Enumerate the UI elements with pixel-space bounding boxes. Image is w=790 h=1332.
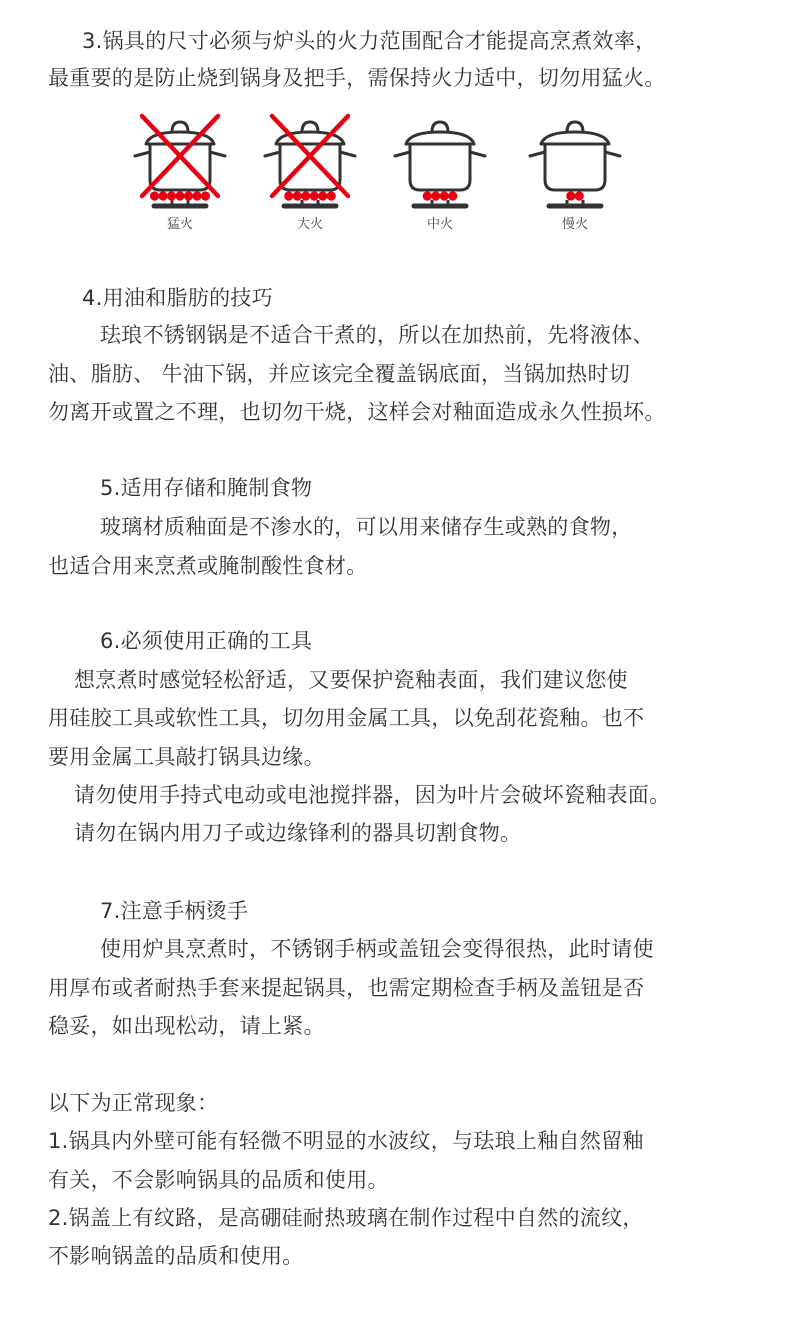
flame-dot xyxy=(301,191,310,200)
flame-dot xyxy=(201,191,210,200)
left-handle xyxy=(265,152,280,156)
flame-dot xyxy=(440,191,449,200)
flame-dot xyxy=(448,191,457,200)
flame-dot xyxy=(431,191,440,200)
section7-line-3: 稳妥，如出现松动，请上紧。 xyxy=(48,1014,325,1038)
pot-high-flame-icon xyxy=(120,110,240,240)
section5-title: 5.适用存储和腌制食物 xyxy=(100,476,313,500)
left-handle xyxy=(135,152,150,156)
section6-line-5: 请勿在锅内用刀子或边缘锋利的器具切割食物。 xyxy=(74,821,522,845)
heat-label-strong: 大火 xyxy=(296,217,323,232)
section7-line-1: 使用炉具烹煮时，不锈钢手柄或盖钮会变得很热，此时请使 xyxy=(100,937,654,961)
flame-dot xyxy=(184,191,193,200)
pot-graphic xyxy=(120,110,240,216)
section4-line-2: 油、脂肪、 牛油下锅，并应该完全覆盖锅底面，当锅加热时切 xyxy=(48,362,631,386)
normal-line-3: 2.锅盖上有纹路，是高硼硅耐热玻璃在制作过程中自然的流纹， xyxy=(48,1206,644,1230)
normal-line-4: 不影响锅盖的品质和使用。 xyxy=(48,1244,304,1268)
heat-label-high: 猛火 xyxy=(166,217,193,232)
right-handle xyxy=(605,152,620,156)
flame-dot xyxy=(158,191,167,200)
pot-medium-flame-icon xyxy=(380,110,500,240)
lid xyxy=(541,132,609,144)
left-handle xyxy=(395,152,410,156)
heat-label-low: 慢火 xyxy=(561,217,588,232)
heat-label-medium: 中火 xyxy=(426,217,453,232)
section6-line-2: 用硅胶工具或软性工具，切勿用金属工具，以免刮花瓷釉。也不 xyxy=(48,706,645,730)
flame-dot xyxy=(175,191,184,200)
normal-line-2: 有关，不会影响锅具的品质和使用。 xyxy=(48,1168,389,1192)
normal-title: 以下为正常现象： xyxy=(48,1091,219,1115)
flame-dot xyxy=(284,191,293,200)
pot-body xyxy=(150,146,210,190)
section6-line-1: 想烹煮时感觉轻松舒适，又要保护瓷釉表面，我们建议您使 xyxy=(74,668,628,692)
section4-line-3: 勿离开或置之不理，也切勿干烧，这样会对釉面造成永久性损坏。 xyxy=(48,400,666,424)
section6-line-4: 请勿使用手持式电动或电池搅拌器，因为叶片会破坏瓷釉表面。 xyxy=(74,783,671,807)
flame-dot xyxy=(293,191,302,200)
flame-dot xyxy=(423,191,432,200)
right-handle xyxy=(210,152,225,156)
pot-body xyxy=(410,146,470,190)
right-handle xyxy=(340,152,355,156)
pot-graphic xyxy=(380,110,500,216)
section6-line-3: 要用金属工具敲打锅具边缘。 xyxy=(48,745,325,769)
flame-dot xyxy=(318,191,327,200)
left-handle xyxy=(530,152,545,156)
pot-graphic xyxy=(515,110,635,216)
right-handle xyxy=(470,152,485,156)
section5-line-2: 也适合用来烹煮或腌制酸性食材。 xyxy=(48,554,368,578)
section5-line-1: 玻璃材质釉面是不渗水的，可以用来储存生或熟的食物， xyxy=(100,515,633,539)
flame-dot xyxy=(150,191,159,200)
flame-dot xyxy=(310,191,319,200)
pot-body xyxy=(280,146,340,190)
pot-body xyxy=(545,146,605,190)
section3-line-1: 3.锅具的尺寸必须与炉头的火力范围配合才能提高烹煮效率， xyxy=(82,29,657,53)
normal-line-1: 1.锅具内外壁可能有轻微不明显的水波纹，与珐琅上釉自然留釉 xyxy=(48,1129,644,1153)
flame-dot xyxy=(327,191,336,200)
flame-dot xyxy=(192,191,201,200)
pot-low-flame-icon xyxy=(515,110,635,240)
flame-dot xyxy=(167,191,176,200)
section7-title: 7.注意手柄烫手 xyxy=(100,899,249,923)
section6-title: 6.必须使用正确的工具 xyxy=(100,629,313,653)
pot-strong-flame-icon xyxy=(250,110,370,240)
section4-line-1: 珐琅不锈钢锅是不适合干煮的，所以在加热前，先将液体、 xyxy=(100,323,654,347)
flame-dot xyxy=(575,191,584,200)
section7-line-2: 用厚布或者耐热手套来提起锅具，也需定期检查手柄及盖钮是否 xyxy=(48,976,645,1000)
flame-dot xyxy=(566,191,575,200)
heat-level-figure xyxy=(110,110,650,240)
pot-graphic xyxy=(250,110,370,216)
section3-line-2: 最重要的是防止烧到锅身及把手，需保持火力适中，切勿用猛火。 xyxy=(48,66,666,90)
section4-title: 4.用油和脂肪的技巧 xyxy=(82,286,274,310)
lid xyxy=(406,132,474,144)
